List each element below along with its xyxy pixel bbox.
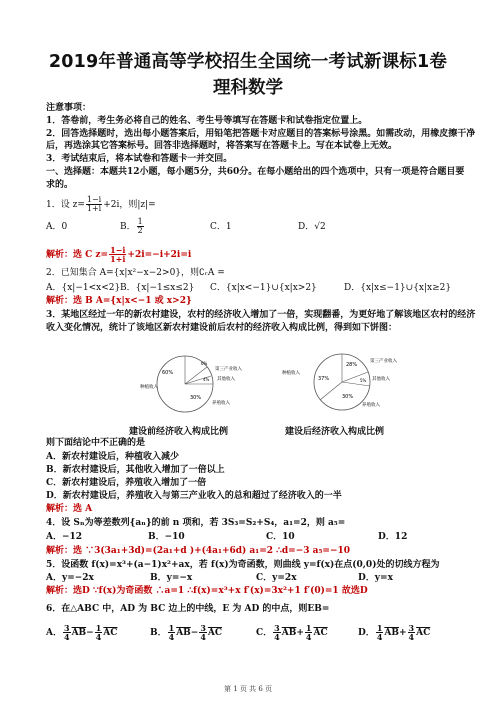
q6-option-d: D． $\frac{1}{4}$ $\overline{AB}+$ $\frac{3}{4}$ $\overline{AC}$ (358, 623, 431, 642)
pie-after-label-breeding: 养殖收入 (362, 403, 380, 408)
q4-stem: 4．设 Sₙ为等差数列{aₙ}的前 n 项和，若 3S₃=S₂+S₄，a₁=2，则 a₅= (46, 518, 346, 528)
pie-after-label-planting: 种植收入 (282, 371, 300, 376)
q5-option-c: C．y=2x (256, 573, 297, 583)
q1-option-b: B． $\frac{1}{2}$ (120, 217, 143, 235)
pie-after-value-planting: 37% (318, 376, 330, 382)
q1-option-d: D．√2 (298, 222, 326, 232)
pie-after-label-other: 其他收入 (372, 377, 390, 382)
q1-option-c: C．1 (210, 222, 232, 232)
pie-after-caption: 建设后经济收入构成比例 (285, 427, 385, 437)
page-footer: 第 1 页 共 6 页 (223, 685, 273, 693)
q3-option-a: A．新农村建设后，种植收入减少 (46, 452, 179, 462)
q5-solution: 解析：选D ∵f(x)为奇函数 ∴a=1 ∴f(x)=x³+x f′(x)=3x²+1 f′(0)=1 故选D (46, 586, 368, 596)
q1-solution: 解析：选 C z= $\frac{1-i}{1+i}$ +2i=−i+2i=i (46, 245, 192, 264)
exam-title: 2019年普通高等学校招生全国统一考试新课标1卷 (48, 52, 448, 72)
pie-before-label-breeding: 养殖收入 (212, 401, 230, 406)
q3-stem-1: 3．某地区经过一年的新农村建设，农村的经济收入增加了一倍，实现翻番，为更好地了解该地区农村的经济 (46, 310, 476, 320)
q2-option-b: B．{x|−1≤x≤2} (120, 283, 195, 293)
pie-before-value-tertiary: 6% (201, 361, 208, 366)
notice-heading: 注意事项： (46, 103, 92, 113)
q4-option-b: B．−10 (148, 532, 185, 542)
q6-stem: 6．在△ABC 中，AD 为 BC 边上的中线，E 为 AD 的中点，则EB= (46, 604, 330, 614)
pie-after-value-other: 5% (360, 378, 367, 383)
q3-option-d: D．新农村建设后，养殖收入与第三产业收入的总和超过了经济收入的一半 (46, 491, 342, 501)
pie-before-value-breeding: 30% (190, 395, 202, 401)
q6-option-c: C． $\frac{3}{4}$ $\overline{AB}+$ $\frac{1}{4}$ $\overline{AC}$ (256, 623, 328, 642)
q2-option-a: A．{x|−1<x<2} (46, 283, 121, 293)
q3-option-b: B．新农村建设后，其他收入增加了一倍以上 (46, 465, 225, 475)
q2-solution: 解析：选 B A={x|x<−1 或 x>2} (46, 296, 192, 306)
pie-after-value-tertiary: 28% (346, 362, 358, 368)
pie-before-label-other: 其他收入 (217, 377, 235, 382)
notice-item-2a: 2．回答选择题时，选出每小题答案后，用铅笔把答题卡对应题目的答案标号涂黑。如需改动，用橡皮擦干净 (46, 129, 476, 139)
pie-after-label-tertiary: 第三产业收入 (370, 359, 397, 364)
pie-after-value-breeding: 30% (342, 394, 354, 400)
pie-chart-before (140, 352, 250, 417)
notice-item-1: 1．答卷前，考生务必将自己的姓名、考生号等填写在答题卡和试卷指定位置上。 (46, 116, 368, 126)
q1-option-a: A．0 (46, 222, 68, 232)
exam-subtitle: 理科数学 (213, 78, 283, 98)
q6-option-b: B． $\frac{1}{4}$ $\overline{AB}-$ $\frac{3}{4}$ $\overline{AC}$ (150, 623, 223, 642)
q5-option-b: B．y=−x (150, 573, 193, 583)
q6-option-a: A． $\frac{3}{4}$ $\overline{AB}-$ $\frac{1}{4}$ $\overline{AC}$ (46, 623, 118, 642)
q5-option-a: A．y=−2x (46, 573, 94, 583)
q5-stem: 5．设函数 f(x)=x³+(a−1)x²+ax，若 f(x)为奇函数，则曲线 y=f(x)在点(0,0)处的切线方程为 (46, 560, 440, 570)
pie-before-caption: 建设前经济收入构成比例 (129, 427, 229, 437)
q3-lead: 则下面结论中不正确的是 (46, 438, 146, 448)
pie-before-label-planting: 种植收入 (140, 385, 158, 390)
notice-item-3: 3．考试结束后，将本试卷和答题卡一并交回。 (46, 154, 233, 164)
q4-option-d: D．12 (378, 532, 408, 542)
q2-option-d: D．{x|x≤−1}∪{x|x≥2} (344, 283, 452, 293)
q3-solution: 解析：选 A (46, 504, 93, 514)
q4-option-c: C．10 (266, 532, 295, 542)
notice-item-2b: 后，再选涂其它答案标号。回答非选择题时，将答案写在答题卡上。写在本试卷上无效。 (46, 141, 398, 151)
q5-option-d: D．y=x (358, 573, 393, 583)
q4-option-a: A．−12 (46, 532, 83, 542)
q2-option-c: C．{x|x<−1}∪{x|x>2} (210, 283, 317, 293)
pie-before-value-planting: 60% (162, 370, 174, 376)
q3-stem-2: 收入变化情况，统计了该地区新农村建设前后农村的经济收入构成比例，得到如下饼图： (46, 323, 398, 333)
q3-option-c: C．新农村建设后，养殖收入增加了一倍 (46, 478, 207, 488)
pie-chart-after (282, 348, 397, 418)
section-heading: 一、选择题：本题共12小题，每小题5分，共60分。在每小题给出的四个选项中，只有一项是符合题目要 (46, 167, 465, 177)
q2-stem: 2．已知集合 A={x|x²−x−2>0}，则∁ᵣA = (46, 268, 225, 278)
pie-before-label-tertiary: 第三产业收入 (215, 367, 242, 372)
q1-stem: 1．设 z= $\frac{1-i}{1+i}$ +2i，则|z|= (46, 195, 156, 213)
section-heading-cont: 求的。 (46, 180, 74, 190)
pie-before-value-other: 4% (203, 377, 210, 382)
q4-solution: 解析：选 ∵3(3a₁+3d)=(2a₁+d )+(4a₁+6d) a₁=2 ∴d=−3 a₅=−10 (46, 546, 351, 556)
